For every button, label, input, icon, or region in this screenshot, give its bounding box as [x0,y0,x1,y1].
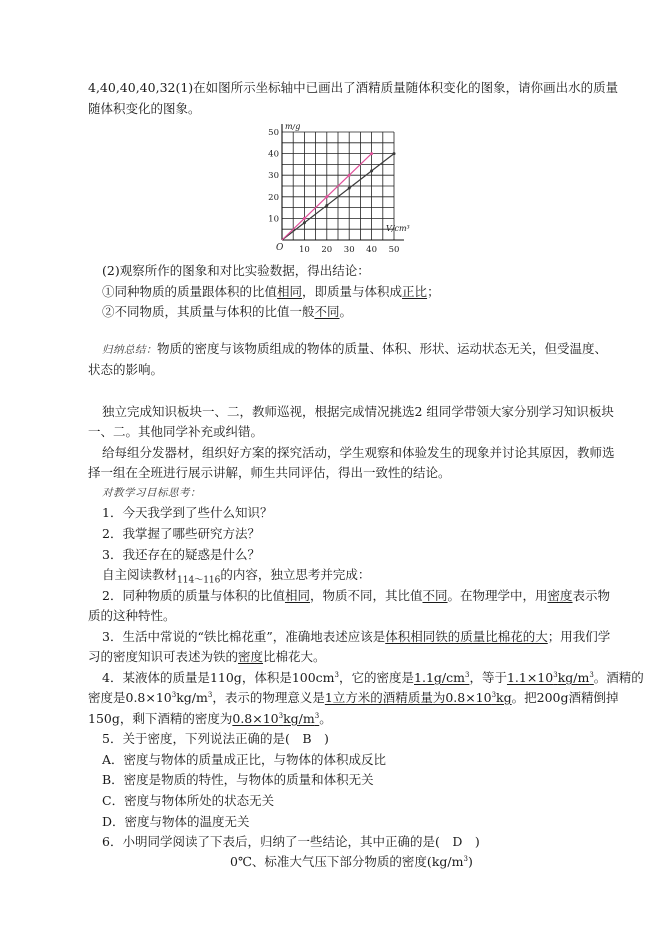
table-title: 0℃、标准大气压下部分物质的密度$(kg/m^3)$ [230,854,473,869]
item4-line3: 150g，剩下酒精的密度为$0.8\times 10^3kg/m^3$。 [88,711,332,726]
reflect-q2: 2．我掌握了哪些研究方法？ [102,526,260,541]
text: ，即质量与体积成 [302,284,403,299]
data-point [325,204,328,207]
text: 的内容，独立思考并完成： [220,567,371,582]
para2-line2: 择一组在全班进行展示讲解，师生共同评估，得出一致性的结论。 [88,465,451,480]
origin-label: O [276,243,284,253]
item4-line1: 4．某液体的质量是110g，体积是$100cm^3$，它的密度是$1.1g/cm^3$，等于$1.1\times 10^3kg/m^3$。酒精的 [102,670,644,685]
q2-heading: (2)观察所作的图象和对比实验数据，得出结论： [102,263,370,278]
reflect-q1: 1．今天我学到了些什么知识？ [102,505,273,520]
text: ②不同物质，其质量与体积的比值一般 [102,304,315,319]
para2-line1: 给每组分发器材，组织好方案的探究活动，学生观察和体验发生的现象并讨论其原因，教师选 [102,445,615,460]
y-tick-label: 10 [268,214,279,225]
question-intro-line1: 4,40,40,40,32(1)在如图所示坐标轴中已画出了酒精质量随体积变化的图象，请你画出水的质量 [88,80,619,95]
x-tick-label: 40 [366,245,378,255]
text: 。 [339,304,353,319]
item5-option-b: B．密度是物质的特性，与物体的质量和体积无关 [102,772,374,787]
chart-series [282,152,396,240]
x-tick-label: 20 [321,245,333,255]
data-point [370,169,373,172]
item5-option-c: C．密度与物体所处的状态无关 [102,793,275,808]
answer: 不同 [314,304,340,319]
item3-line2: 习的密度知识可表述为铁的密度比棉花大。 [88,649,326,664]
data-point [393,152,396,155]
reflect-q3: 3．我还存在的疑惑是什么？ [102,547,260,562]
y-tick-label: 20 [268,192,279,203]
data-point [370,152,373,155]
item2-line1: 2．同种物质的质量与体积的比值相同，物质不同，其比值不同。在物理学中，用密度表示物 [102,588,611,603]
summary-text: 物质的密度与该物质组成的物体的质量、体积、形状、运动状态无关，但受温度、 [157,341,608,356]
item5-option-d: D．密度与物体的温度无关 [102,814,250,829]
data-point [303,217,306,220]
item6-question: 6．小明同学阅读了下表后，归纳了一些结论，其中正确的是( D ) [102,834,480,849]
x-tick-label: 50 [388,245,400,255]
summary-line1 [102,339,661,360]
page-range: 114～116 [177,575,221,586]
x-tick-label: 10 [298,245,310,255]
y-tick-label: 50 [268,128,279,138]
item2-line2: 质的这种特性。 [88,608,176,623]
item4-line2: 密度是$0.8\times 10^3kg/m^3$，表示的物理意义是1立方米的酒精质量为$0.8\times 10^3kg$。把200g酒精倒掉 [88,690,619,705]
reflect-label: 对教学习目标思考： [102,487,201,499]
density-chart [264,124,424,256]
x-axis-label: V/cm³ [386,224,410,234]
answer: 相同 [277,284,303,299]
item3-line1: 3．生活中常说的“铁比棉花重”，准确地表述应该是体积相同铁的质量比棉花的大；用我们学 [102,629,611,644]
data-point [348,174,351,177]
x-tick-label: 30 [343,245,355,255]
q2-conclusion-2 [102,302,661,322]
q2-conclusion-1 [102,282,661,302]
data-point [325,195,328,198]
item5-question: 5．关于密度，下列说法正确的是( B ) [102,731,329,746]
text: ①同种物质的质量跟体积的比值 [102,284,278,299]
chart-labels [268,124,410,255]
y-tick-label: 30 [268,171,279,182]
y-axis-label: m/g [285,124,301,131]
para1-line1: 独立完成知识板块一、二，教师巡视，根据完成情况挑选2 组同学带领大家分别学习知识板块 [102,404,614,419]
data-point [303,221,306,224]
summary-line2: 状态的影响。 [88,362,164,377]
text: ； [427,284,440,299]
summary-label: 归纳总结： [102,344,157,356]
question-intro-line2: 随体积变化的图象。 [88,101,201,116]
answer: 正比 [402,284,428,299]
data-point [348,187,351,190]
text: 自主阅读教材 [102,567,178,582]
item5-option-a: A．密度与物体的质量成正比，与物体的体积成反比 [102,752,387,767]
reading-line [102,565,661,585]
y-tick-label: 40 [268,149,279,160]
para1-line2: 一、二。其他同学补充或纠错。 [88,424,264,439]
